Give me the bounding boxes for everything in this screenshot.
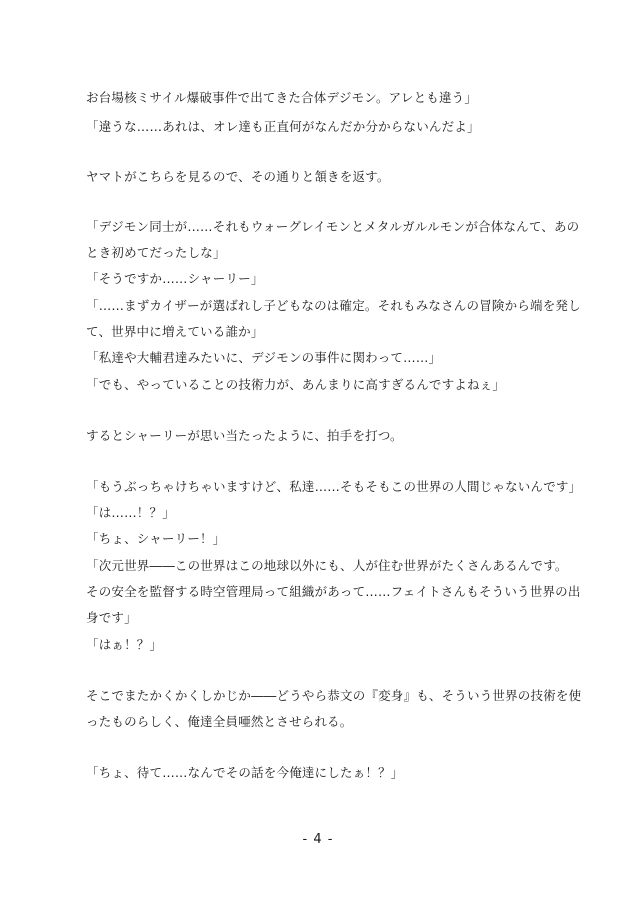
text-line: 「もうぶっちゃけちゃいますけど、私達……そもそもこの世界の人間じゃないんです」 [86, 479, 582, 494]
text-line: 「でも、やっていることの技術力が、あんまりに高すぎるんですよねぇ」 [86, 377, 506, 392]
text-line: 「デジモン同士が……それもウォーグレイモンとメタルガルルモンが合体なんて、あの [86, 219, 580, 234]
text-line: するとシャーリーが思い当たったように、拍手を打つ。 [86, 428, 403, 443]
text-line: そこでまたかくかくしかじか――どうやら恭文の『変身』も、そういう世界の技術を使 [86, 688, 582, 703]
text-line: 「ちょ、シャーリー！」 [86, 531, 226, 546]
text-line: 「次元世界――この世界はこの地球以外にも、人が住む世界がたくさんあるんです。 [86, 558, 568, 573]
text-line: 「ちょ、待て……なんでその話を今俺達にしたぁ！？」 [86, 765, 404, 780]
text-line: その安全を監督する時空管理局って組織があって……フェイトさんもそういう世界の出 [86, 584, 581, 599]
text-line: ったものらしく、俺達全員唖然とさせられる。 [86, 714, 353, 729]
text-line: ヤマトがこちらを見るので、その通りと頷きを返す。 [86, 169, 390, 184]
text-line: 「違うな……あれは、オレ達も正直何がなんだか分からないんだよ」 [86, 119, 480, 134]
text-line: 身です」 [86, 610, 137, 625]
text-line: 「そうですか……シャーリー」 [86, 271, 264, 286]
text-line: 「はぁ！？」 [86, 637, 163, 652]
text-line: 「……まずカイザーが選ばれし子どもなのは確定。それもみなさんの冒険から端を発し [86, 298, 581, 313]
text-line: 「は……！？」 [86, 505, 175, 520]
text-line: て、世界中に増えている誰か」 [86, 324, 264, 339]
text-line: とき初めてだったしな」 [86, 245, 226, 260]
text-line: 「私達や大輔君達みたいに、デジモンの事件に関わって……」 [86, 350, 442, 365]
text-line: お台場核ミサイル爆破事件で出てきた合体デジモン。アレとも違う」 [86, 90, 478, 105]
page-number: - 4 - [302, 832, 334, 847]
